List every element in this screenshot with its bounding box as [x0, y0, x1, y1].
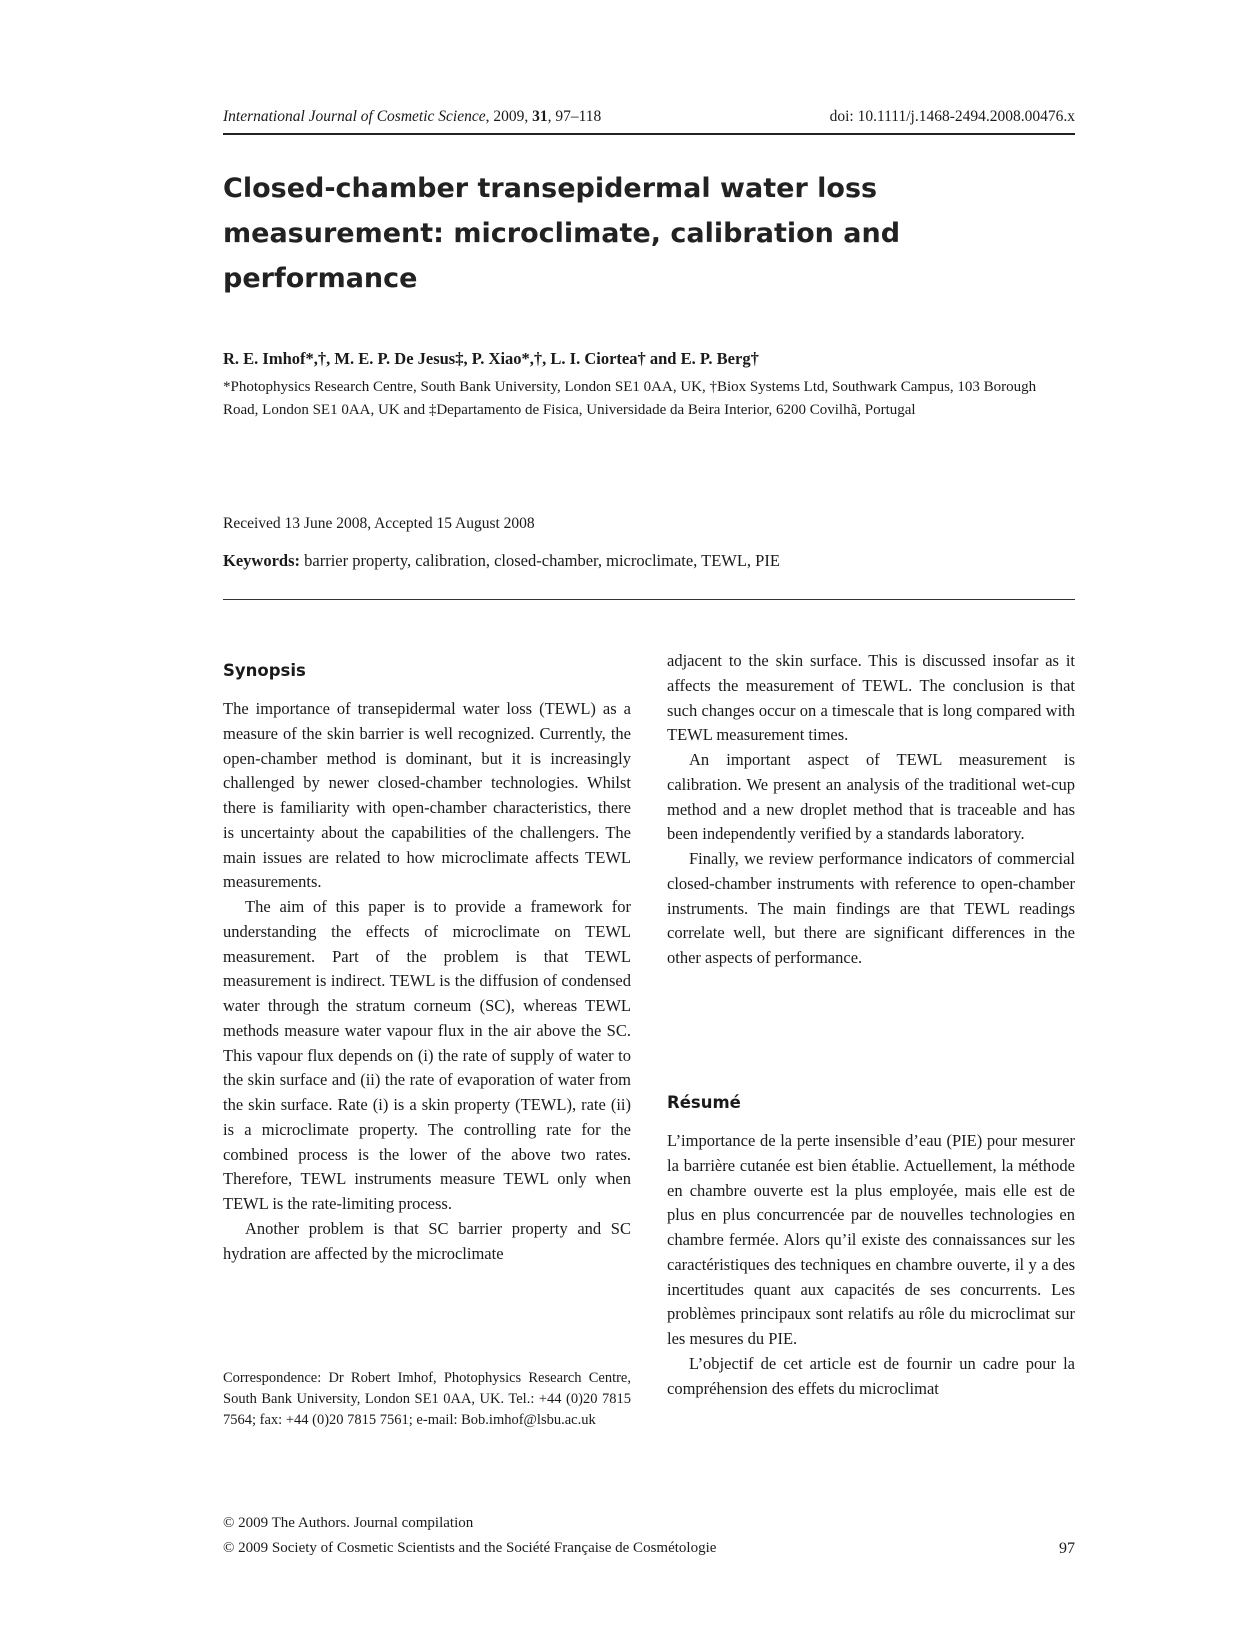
synopsis-paragraph: The aim of this paper is to provide a framework for understanding the effects of microclimate on TEWL measurement. Part of the problem is that TEWL measurement is indirect. TEWL is the diffusion of condensed water through the stratum corneum (SC), whereas TEWL methods measure water vapour flux in the air above the SC. This vapour flux depends on (i) the rate of supply of water to the skin surface and (ii) the rate of evaporation of water from the skin surface. Rate (i) is a skin property (TEWL), rate (ii) is a microclimate property. The controlling rate for the combined process is the lower of the above two rates. Therefore, TEWL instruments measure TEWL only when TEWL is the rate-limiting process.: [223, 897, 631, 1213]
author-list: R. E. Imhof*,†, M. E. P. De Jesus‡, P. Xiao*,†, L. I. Ciortea† and E. P. Berg†: [223, 349, 759, 368]
article-title: Closed-chamber transepidermal water loss measurement: microclimate, calibration and performance: [223, 173, 901, 294]
journal-volume: 31: [532, 108, 548, 125]
journal-year: 2009: [493, 108, 525, 125]
journal-pages: 97–118: [555, 108, 602, 125]
copyright-line: © 2009 Society of Cosmetic Scientists and the Société Française de Cosmétologie: [223, 1540, 717, 1556]
synopsis-paragraph: adjacent to the skin surface. This is discussed insofar as it affects the measurement of TEWL. The conclusion is that such changes occur on a timescale that is long compared with TEWL measurement times.: [667, 651, 1075, 745]
left-column: [223, 697, 631, 1266]
copyright-line: © 2009 The Authors. Journal compilation: [223, 1515, 474, 1531]
synopsis-paragraph: The importance of transepidermal water loss (TEWL) as a measure of the skin barrier is well recognized. Currently, the open-chamber method is dominant, but it is increasingly challenged by newer closed-chamber technologies. Whilst there is familiarity with open-chamber characteristics, there is uncertainty about the capabilities of the challengers. The main issues are related to how microclimate affects TEWL measurements.: [223, 699, 631, 892]
section-rule: [223, 599, 1075, 600]
received-dates: Received 13 June 2008, Accepted 15 August 2008: [223, 515, 535, 532]
resume-column: [667, 1129, 1075, 1401]
journal-name: International Journal of Cosmetic Science: [223, 108, 486, 125]
resume-heading: Résumé: [667, 1093, 741, 1112]
running-head: International Journal of Cosmetic Science, 2009, 31, 97–118 doi: 10.1111/j.1468-2494.2008.00476.x: [223, 108, 1075, 125]
correspondence-note: Correspondence: Dr Robert Imhof, Photophysics Research Centre, South Bank University, London SE1 0AA, UK. Tel.: +44 (0)20 7815 7564; fax: +44 (0)20 7815 7561; e-mail: Bob.imhof@lsbu.ac.uk: [223, 1370, 631, 1428]
keywords-label: Keywords:: [223, 551, 300, 570]
resume-paragraph: L’objectif de cet article est de fournir un cadre pour la compréhension des effets du microclimat: [667, 1353, 1075, 1398]
synopsis-paragraph: An important aspect of TEWL measurement is calibration. We present an analysis of the traditional wet-cup method and a new droplet method that is traceable and has been independently verified by a standards laboratory.: [667, 750, 1075, 844]
keywords: [223, 551, 780, 571]
synopsis-paragraph: Finally, we review performance indicators of commercial closed-chamber instruments with reference to open-chamber instruments. The main findings are that TEWL readings correlate well, but there are significant differences in the other aspects of performance.: [667, 849, 1075, 967]
header-rule: [223, 133, 1075, 135]
affiliations: *Photophysics Research Centre, South Bank University, London SE1 0AA, UK, †Biox Systems Ltd, Southwark Campus, 103 Borough Road, London SE1 0AA, UK and ‡Departamento de Fisica, Universidade da Beira Interior, 6200 Covilhã, Portugal: [223, 379, 1037, 418]
resume-paragraph: L’importance de la perte insensible d’eau (PIE) pour mesurer la barrière cutanée est bien établie. Actuellement, la méthode en chambre ouverte est la plus employée, mais elle est de plus en plus concurrencée par de nouvelles technologies en chambre fermée. Alors qu’il existe des connaissances sur les caractéristiques des techniques en chambre ouverte, il y a des incertitudes quant aux capacités de ses concurrents. Les problèmes principaux sont relatifs au rôle du microclimat sur les mesures du PIE.: [667, 1131, 1075, 1348]
synopsis-paragraph: Another problem is that SC barrier property and SC hydration are affected by the microclimate: [223, 1218, 631, 1263]
page-number: 97: [1059, 1540, 1075, 1557]
right-column: [667, 649, 1075, 971]
synopsis-heading: Synopsis: [223, 661, 306, 680]
doi[interactable]: doi: 10.1111/j.1468-2494.2008.00476.x: [829, 108, 1075, 125]
keywords-text: barrier property, calibration, closed-chamber, microclimate, TEWL, PIE: [304, 551, 780, 570]
